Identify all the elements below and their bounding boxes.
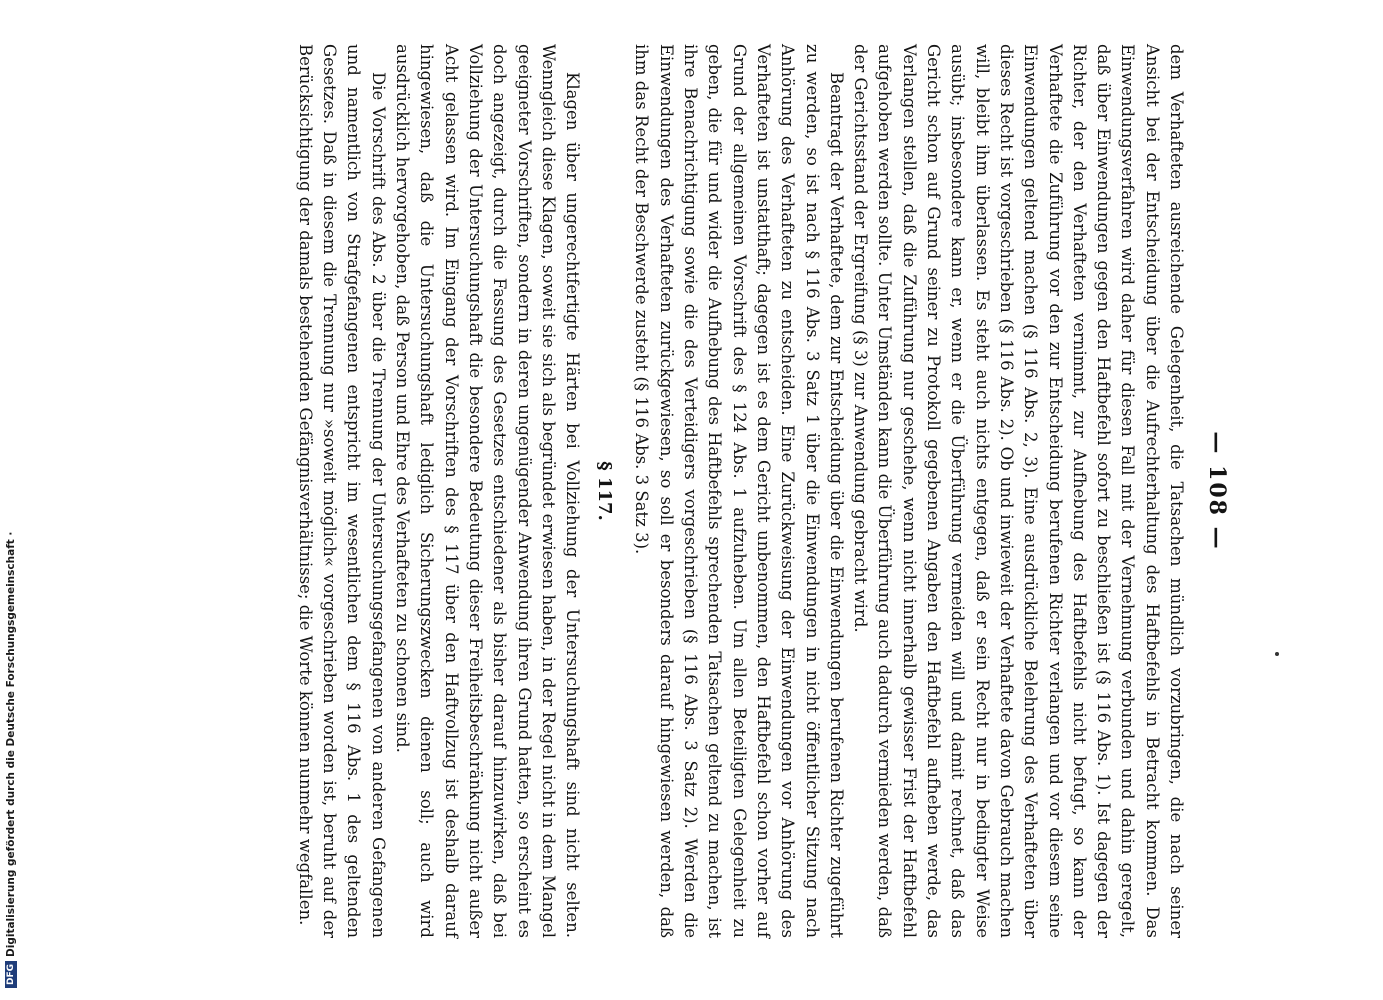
section-heading: § 117. — [594, 461, 616, 521]
page-text-block — [130, 26, 1230, 956]
scanned-page — [130, 26, 1230, 956]
paragraph-4: Die Vorschrift des Abs. 2 über die Trennung der Untersuchungsgefangenen von anderen Gefangenen und namentlich von Strafgefangenen entspricht im wesentlichen dem § 116 Abs. 1 des geltenden Gesetzes. Daß in diesem die Trennung nur »soweit möglich« vorgeschrieben worden ist, beruht auf der Berücksichtigung der damals bestehenden Gefängnisverhältnisse; die Worte können nunmehr wegfallen. — [295, 44, 388, 938]
digitization-credit — [2, 0, 20, 1000]
paragraph-2: Beantragt der Verhaftete, dem zur Entscheidung über die Einwendungen berufenen Richter zugeführt zu werden, so ist nach § 116 Abs. 3 Satz 1 über die Einwendungen in nicht öffentlicher Sitzung nach Anhörung des Verhafteten zu entscheiden. Eine Zurückweisung der Einwendungen vor Anhörung des Verhafteten ist unstatthaft; dagegen ist es dem Gericht unbenommen, den Haftbefehl schon vorher auf Grund der allgemeinen Vorschrift des § 124 Abs. 1 aufzuheben. Um allen Beteiligten Gelegenheit zu geben, die für und wider die Aufhebung des Haftbefehls sprechenden Tatsachen geltend zu machen, ist ihre Benachrichtigung sowie die des Verteidigers vorgeschrieben (§ 116 Abs. 3 Satz 2). Werden die Einwendungen des Verhafteten zurückgewiesen, so soll er besonders darauf hingewiesen werden, daß ihm das Recht der Beschwerde zusteht (§ 116 Abs. 3 Satz 3). — [632, 44, 846, 938]
scan-speck — [1275, 652, 1279, 656]
digitization-credit-text: Digitalisierung gefördert durch die Deutsche Forschungsgemeinschaft · — [5, 531, 17, 957]
page-number: — 108 — — [1204, 431, 1230, 551]
dfg-logo-icon: DFG — [5, 961, 17, 988]
paragraph-3: Klagen über ungerechtfertigte Härten bei Vollziehung der Untersuchungshaft sind nicht selten. Wenngleich diese Klagen, soweit sie sich als begründet erwiesen haben, in der Regel nicht in dem Mangel geeigneter Vorschriften, sondern in deren ungenügender Anwendung ihren Grund hatten, so erscheint es doch angezeigt, durch die Fassung des Gesetzes entschiedener als bisher darauf hinzuwirken, daß bei Vollziehung der Untersuchungshaft die besondere Bedeutung dieser Freiheitsbeschränkung nicht außer Acht gelassen wird. Im Eingang der Vorschriften des § 117 über den Haftvollzug ist deshalb darauf hingewiesen, daß die Untersuchungshaft lediglich Sicherungszwecken dienen soll; auch wird ausdrücklich hervorgehoben, daß Person und Ehre des Verhafteten zu schonen sind. — [393, 44, 583, 938]
paragraph-1: dem Verhafteten ausreichende Gelegenheit, die Tatsachen mündlich vorzubringen, die nach seiner Ansicht bei der Entscheidung über die Aufrechterhaltung des Haftbefehls in Betracht kommen. Das Einwendungsverfahren wird daher für diesen Fall mit der Vernehmung verbunden und dahin geregelt, daß über Einwendungen gegen den Haftbefehl sofort zu beschließen ist (§ 116 Abs. 1). Ist dagegen der Richter, der den Verhafteten vernimmt, zur Aufhebung des Haftbefehls nicht befugt, so kann der Verhaftete die Zuführung vor den zur Entscheidung berufenen Richter verlangen und vor diesem seine Einwendungen geltend machen (§ 116 Abs. 2, 3). Eine ausdrückliche Belehrung des Verhafteten über dieses Recht ist vorgeschrieben (§ 116 Abs. 2). Ob und inwieweit der Verhaftete davon Gebrauch machen will, bleibt ihm überlassen. Es steht auch nichts entgegen, daß er sein Recht nur in bedingter Weise ausübt; insbesondere kann er, wenn er die Überführung vermeiden will und damit rechnet, daß das Gericht schon auf Grund seiner zu Protokoll gegebenen Angaben den Haftbefehl aufheben werde, das Verlangen stellen, daß die Zuführung nur geschehe, wenn nicht innerhalb gewisser Frist der Haftbefehl aufgehoben werden sollte. Unter Umständen kann die Überführung auch dadurch vermieden werden, daß der Gerichtsstand der Ergreifung (§ 3) zur Anwendung gebracht wird. — [851, 44, 1186, 938]
